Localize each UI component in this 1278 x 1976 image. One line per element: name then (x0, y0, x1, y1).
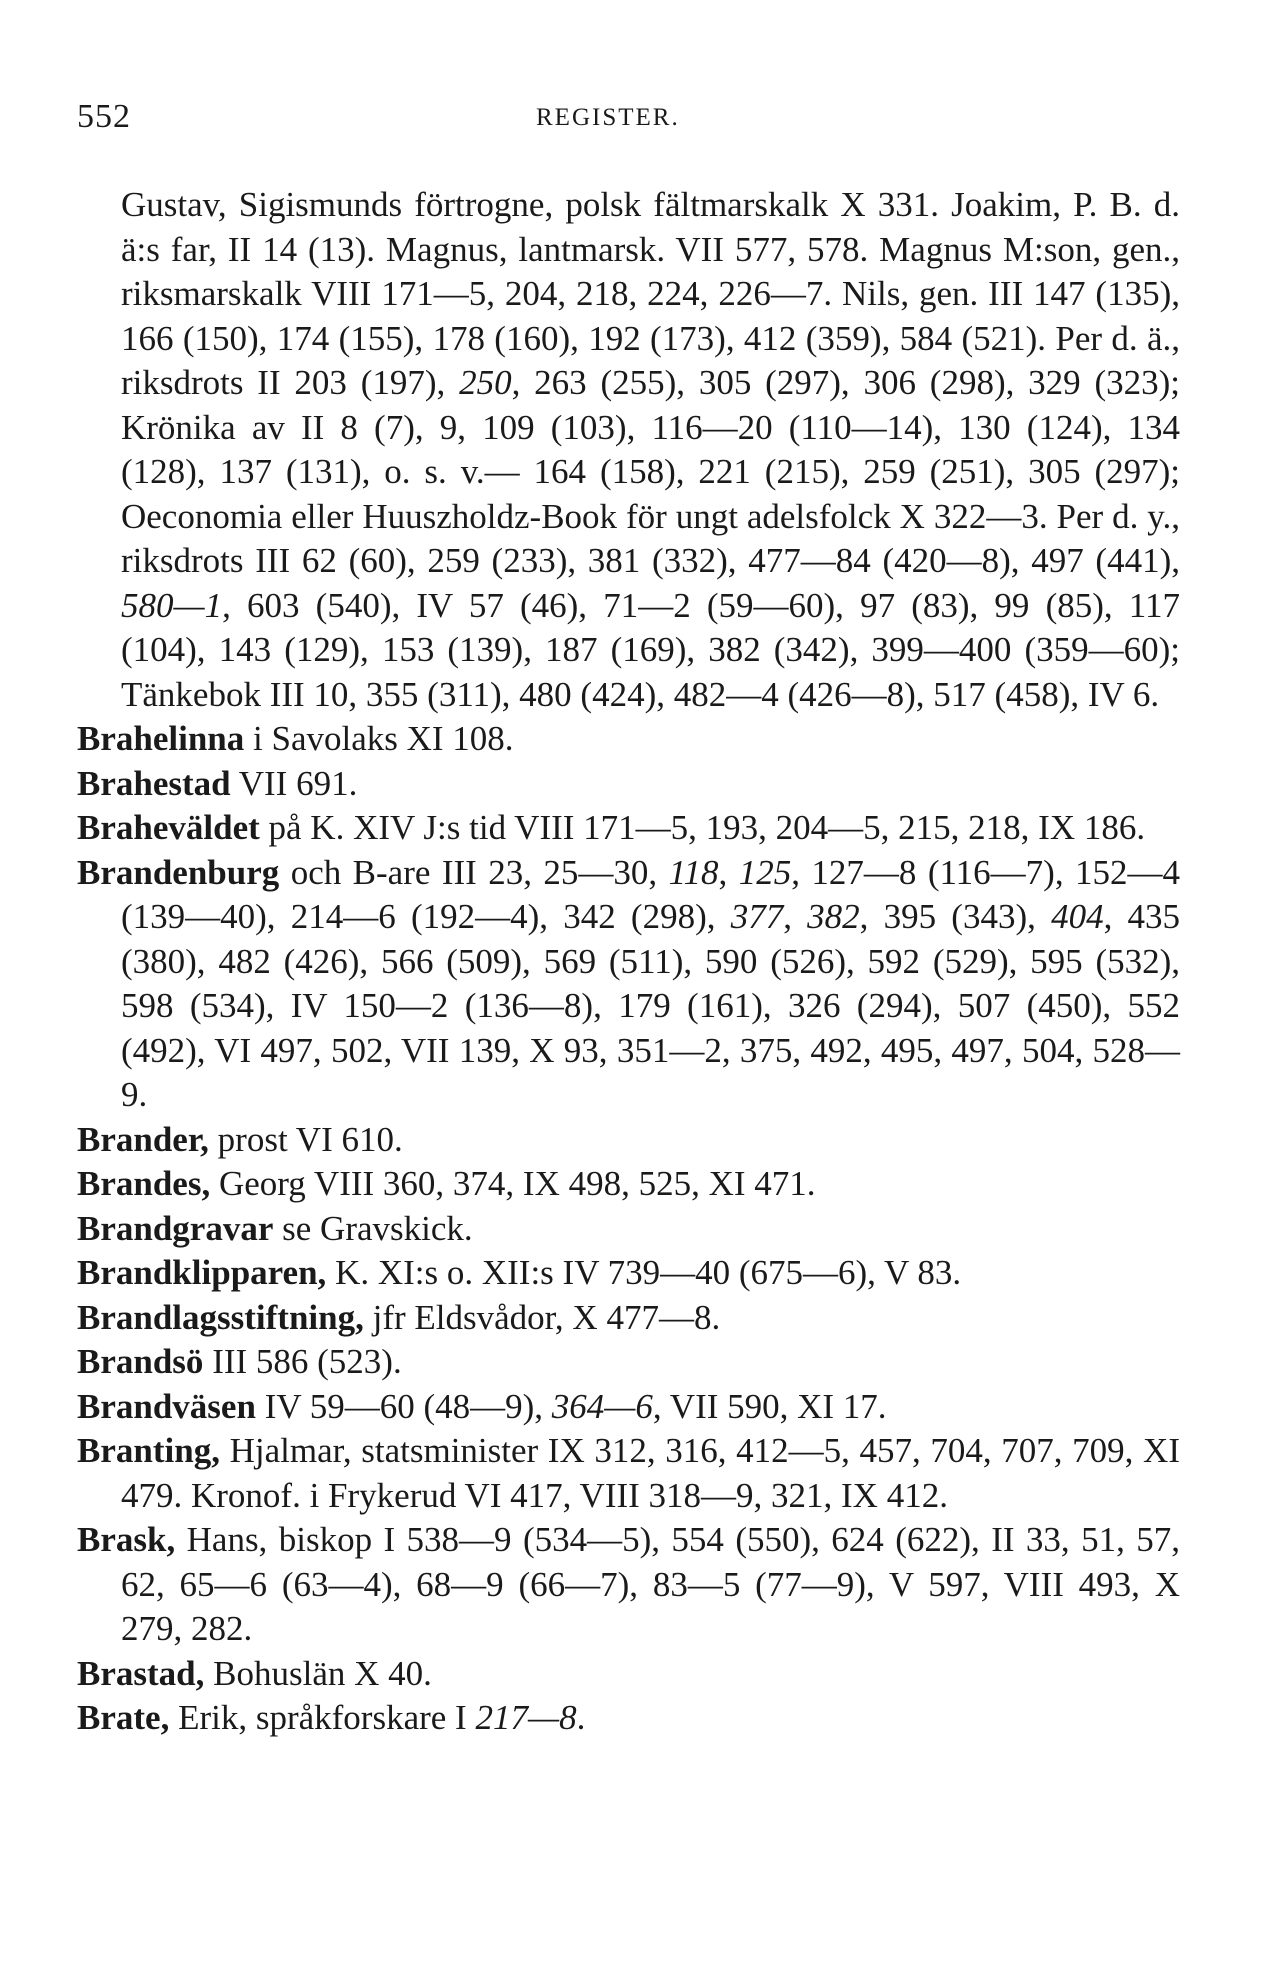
entry-reference-italic: 382 (807, 897, 860, 936)
entry-text: , VII 590, XI 17. (652, 1386, 887, 1426)
entry-text: , 263 (255), 305 (297), 306 (298), 329 (323); Krönika av II 8 (7), 9, 109 (103), 116—20 (110—14), 130 (124), 134 (128), 137 (131), o. s. v.— 164 (158), 221 (215), 259 (251), 305 (297); Oeconomia eller Huuszholdz-Book för ungt adelsfolck X 322—3. Per d. y., riksdrots III 62 (60), 259 (233), 381 (332), 477—84 (420—8), 497 (441), (121, 363, 1180, 580)
entry-text: Gustav, Sigismunds förtrogne, polsk fältmarskalk X 331. Joakim, P. B. d. ä:s far, II 14 (13). Magnus, lantmarsk. VII 577, 578. Magnus M:son, gen., riksmarskalk VIII 171—5, 204, 218, 224, 226—7. Nils, gen. III 147 (135), 166 (150), 174 (155), 178 (160), 192 (173), 412 (359), 584 (521). Per d. ä., riksdrots II 203 (197), (121, 185, 1180, 402)
index-entry (77, 1385, 1180, 1430)
entry-headword: Brandväsen (77, 1386, 256, 1426)
entry-text: på K. XIV J:s tid VIII 171—5, 193, 204—5, 215, 218, IX 186. (259, 808, 1146, 847)
index-entry (77, 1340, 1180, 1385)
index-body (77, 183, 1180, 1741)
entry-text: , (718, 852, 739, 892)
entry-text: VII 691. (230, 763, 358, 803)
entry-headword: Brastad, (77, 1653, 205, 1693)
page-number: 552 (77, 98, 131, 135)
entry-reference-italic: 125 (738, 852, 792, 892)
index-entry (77, 1118, 1180, 1163)
entry-reference-italic: 250 (459, 363, 512, 402)
entry-headword: Brahestad (77, 763, 231, 803)
entry-reference-italic: 364—6 (551, 1386, 653, 1426)
index-entry (77, 1207, 1180, 1252)
entry-headword: Branting, (77, 1431, 220, 1470)
index-entry (77, 1296, 1180, 1341)
entry-text: , 127—8 (116—7), 152—4 (139—40), 214—6 (192—4), 342 (298), (121, 852, 1181, 936)
entry-headword: Brandgravar (77, 1208, 274, 1248)
entry-headword: Brandenburg (77, 852, 280, 892)
entry-text: Bohuslän X 40. (204, 1653, 432, 1693)
entry-text: Georg VIII 360, 374, IX 498, 525, XI 471. (210, 1164, 816, 1203)
index-entry (77, 1652, 1180, 1697)
index-entry (77, 1518, 1180, 1652)
entry-text: , (783, 897, 808, 936)
entry-headword: Braheväldet (77, 808, 260, 847)
entry-headword: Brate, (77, 1698, 170, 1737)
entry-text: . (576, 1698, 586, 1737)
entry-reference-italic: 217—8 (475, 1698, 577, 1737)
entry-text: och B-are III 23, 25—30, (279, 852, 669, 892)
entry-text: i Savolaks XI 108. (244, 719, 514, 758)
index-entry (77, 806, 1180, 851)
entry-text: , 435 (380), 482 (426), 566 (509), 569 (511), 590 (526), 592 (529), 595 (532), 598 (534), IV 150—2 (136—8), 179 (161), 326 (294), 507 (450), 552 (492), VI 497, 502, VII 139, X 93, 351—2, 375, 492, 495, 497, 504, 528—9. (121, 897, 1181, 1114)
index-entry (77, 1429, 1180, 1518)
entry-reference-italic: 118 (668, 852, 719, 892)
index-entry (77, 1162, 1180, 1207)
index-entry (77, 1251, 1180, 1296)
entry-text: K. XI:s o. XII:s IV 739—40 (675—6), V 83. (326, 1253, 962, 1292)
entry-headword: Brandsö (77, 1342, 204, 1381)
entry-text: III 586 (523). (203, 1342, 402, 1381)
entry-text: Erik, språkforskare I (169, 1698, 476, 1737)
index-entry (77, 717, 1180, 762)
entry-text: Hans, biskop I 538—9 (534—5), 554 (550), 624 (622), II 33, 51, 57, 62, 65—6 (63—4), 68—9 (66—7), 83—5 (77—9), V 597, VIII 493, X 279, 282. (121, 1520, 1180, 1648)
index-entry (77, 183, 1180, 717)
entry-text: prost VI 610. (208, 1119, 403, 1159)
index-entry (77, 851, 1180, 1118)
page-header (0, 98, 1278, 138)
entry-text: IV 59—60 (48—9), (255, 1386, 552, 1426)
running-title: REGISTER. (536, 104, 680, 131)
entry-reference-italic: 580—1 (121, 585, 223, 625)
entry-headword: Brandes, (77, 1164, 211, 1203)
entry-headword: Brandlagsstiftning, (77, 1297, 364, 1337)
entry-text: Hjalmar, statsminister IX 312, 316, 412—5, 457, 704, 707, 709, XI 479. Kronof. i Frykerud VI 417, VIII 318—9, 321, IX 412. (121, 1431, 1180, 1515)
entry-reference-italic: 377 (730, 897, 784, 936)
index-entry (77, 762, 1180, 807)
entry-text: , 603 (540), IV 57 (46), 71—2 (59—60), 97 (83), 99 (85), 117 (104), 143 (129), 153 (139), 187 (169), 382 (342), 399—400 (359—60); Tänkebok III 10, 355 (311), 480 (424), 482—4 (426—8), 517 (458), IV 6. (121, 585, 1180, 714)
index-entry (77, 1696, 1180, 1741)
entry-headword: Brandklipparen, (77, 1253, 327, 1292)
entry-headword: Brask, (77, 1520, 176, 1559)
entry-reference-italic: 404 (1051, 897, 1104, 936)
entry-text: jfr Eldsvådor, X 477—8. (363, 1297, 721, 1337)
entry-text: , 395 (343), (859, 897, 1052, 936)
entry-headword: Brander, (77, 1119, 209, 1159)
entry-headword: Brahelinna (77, 719, 245, 758)
entry-text: se Gravskick. (273, 1208, 473, 1248)
